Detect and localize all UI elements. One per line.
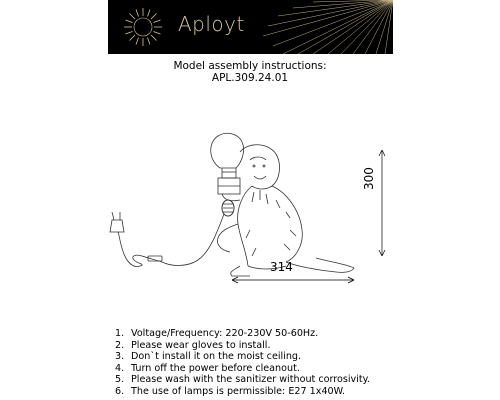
brand-name: Aployt — [178, 12, 245, 36]
monkey-figure — [218, 145, 355, 276]
lamp-technical-drawing — [90, 120, 420, 290]
heading-title: Model assembly instructions: — [173, 60, 327, 72]
bulb-outline — [211, 133, 244, 178]
model-number: APL.309.24.01 — [211, 72, 289, 84]
sun-logo-icon — [122, 6, 164, 48]
list-item: 3. Don`t install it on the moist ceiling. — [115, 351, 302, 362]
width-dimension-label: 314 — [270, 260, 293, 274]
power-cable — [162, 214, 224, 266]
list-item: 5. Please wash with the sanitizer without corrosivity. — [115, 374, 370, 385]
instructions-list — [115, 328, 370, 397]
list-item: 4. Turn off the power before cleanout. — [115, 362, 300, 374]
lamp-socket — [218, 178, 240, 194]
plug-icon — [110, 212, 124, 232]
height-dimension-label: 300 — [362, 167, 376, 190]
list-item: 2. Please wear gloves to install. — [115, 339, 271, 351]
brand-banner — [108, 0, 393, 54]
list-item: 6. The use of lamps is permissible: E27 1x40W. — [115, 385, 346, 397]
list-item: 1. Voltage/Frequency: 220-230V 50-60Hz. — [115, 328, 319, 339]
sun-rays-decoration — [263, 0, 393, 54]
document-heading — [0, 60, 500, 84]
